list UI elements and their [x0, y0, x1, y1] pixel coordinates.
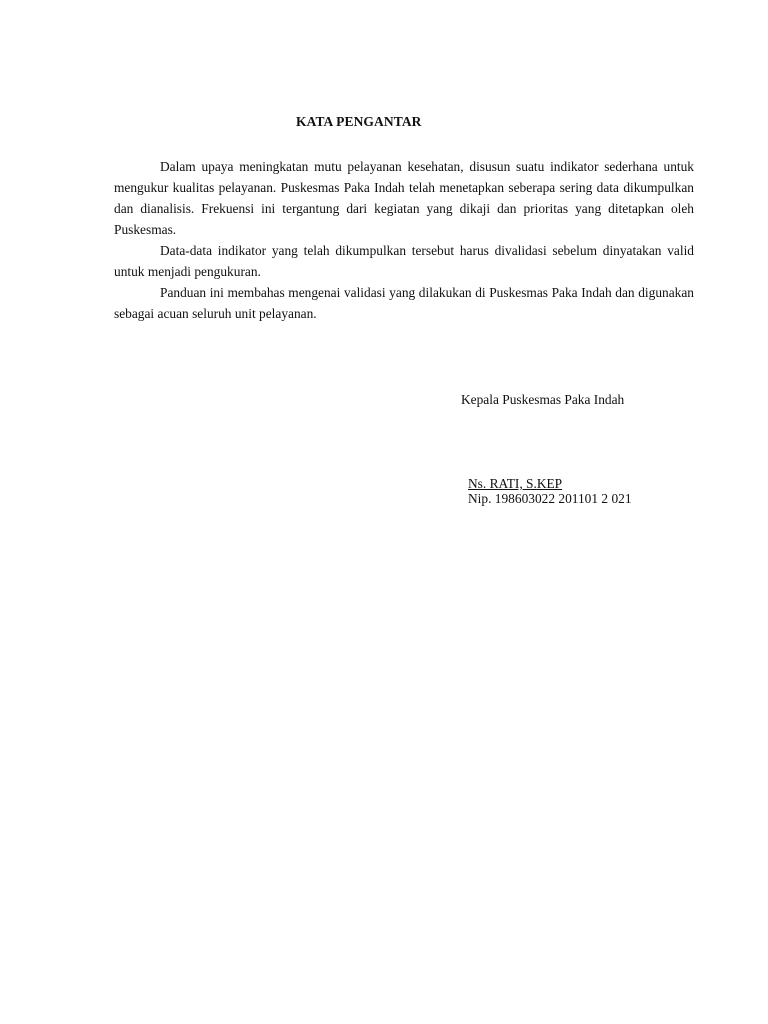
- paragraph-validation: Data-data indikator yang telah dikumpulkan tersebut harus divalidasi sebelum dinyatakan valid untuk menjadi pengukuran.: [114, 243, 694, 279]
- paragraph-guide: Panduan ini membahas mengenai validasi yang dilakukan di Puskesmas Paka Indah dan digunakan sebagai acuan seluruh unit pelayanan.: [114, 285, 694, 321]
- signature-position: Kepala Puskesmas Paka Indah: [461, 392, 625, 407]
- signature-name: Ns. RATI, S.KEP: [468, 476, 563, 491]
- paragraph-intro: Dalam upaya meningkatan mutu pelayanan kesehatan, disusun suatu indikator sederhana untuk mengukur kualitas pelayanan. Puskesmas Paka Indah telah menetapkan seberapa sering data dikumpulkan dan dianalisis. Frekuensi ini tergantung dari kegiatan yang dikaji dan prioritas yang ditetapkan oleh Puskesmas.: [114, 159, 694, 237]
- document-title: KATA PENGANTAR: [296, 114, 422, 129]
- signature-nip: Nip. 198603022 201101 2 021: [468, 491, 632, 506]
- document-body: [114, 156, 694, 324]
